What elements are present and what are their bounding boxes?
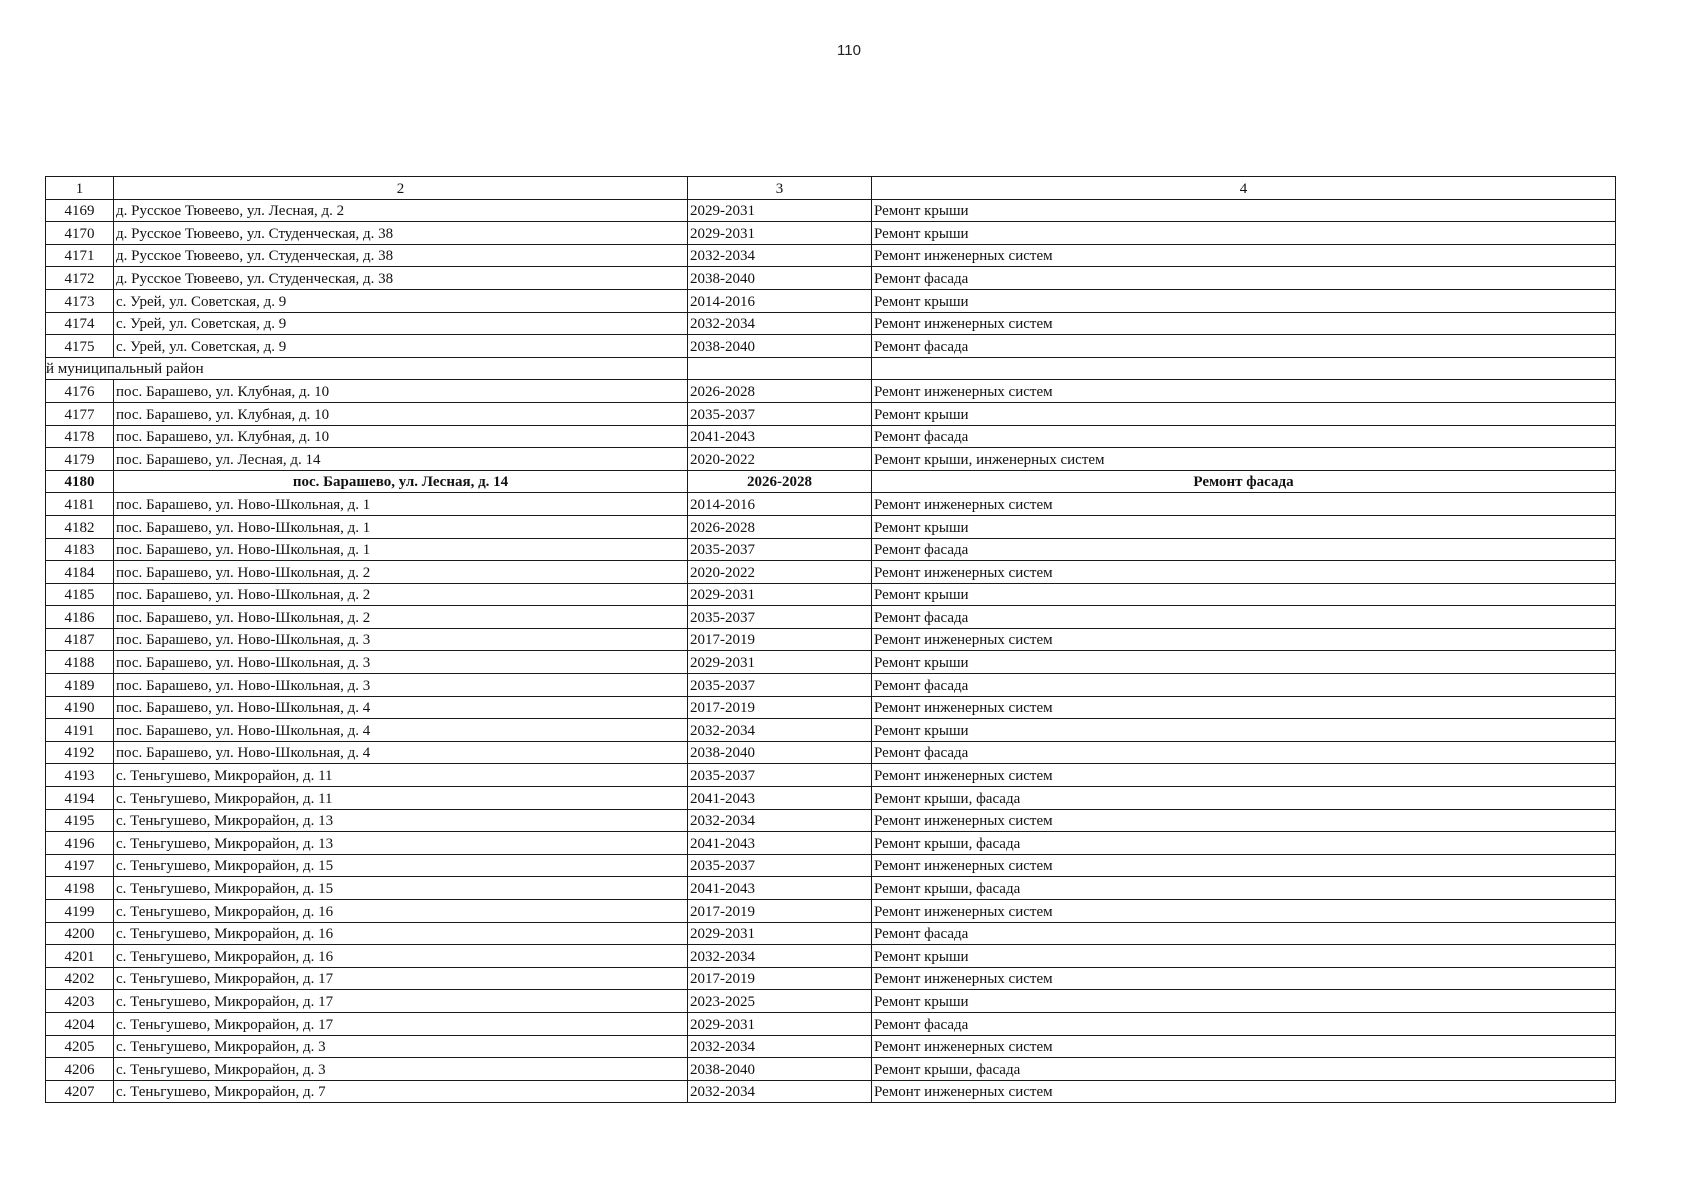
- cell-work: Ремонт крыши, фасада: [872, 832, 1616, 855]
- table-row: [46, 289, 1616, 312]
- cell-work: Ремонт фасада: [872, 425, 1616, 448]
- cell-work: Ремонт инженерных систем: [872, 380, 1616, 403]
- cell-num: 4171: [46, 244, 114, 267]
- cell-years: 2035-2037: [688, 402, 872, 425]
- section-label: й муниципальный район: [46, 357, 688, 380]
- cell-address: с. Урей, ул. Советская, д. 9: [114, 335, 688, 358]
- cell-num: 4182: [46, 515, 114, 538]
- table-row: [46, 945, 1616, 968]
- cell-years: 2038-2040: [688, 741, 872, 764]
- table-row: [46, 832, 1616, 855]
- cell-address: пос. Барашево, ул. Ново-Школьная, д. 1: [114, 493, 688, 516]
- table-row: [46, 651, 1616, 674]
- table-row: [46, 764, 1616, 787]
- cell-years: 2032-2034: [688, 244, 872, 267]
- cell-num: 4194: [46, 787, 114, 810]
- cell-address: пос. Барашево, ул. Ново-Школьная, д. 4: [114, 741, 688, 764]
- cell-years: 2035-2037: [688, 538, 872, 561]
- cell-years: 2035-2037: [688, 764, 872, 787]
- table-row: [46, 922, 1616, 945]
- cell-address: пос. Барашево, ул. Клубная, д. 10: [114, 380, 688, 403]
- cell-years: 2026-2028: [688, 470, 872, 493]
- table-row: [46, 380, 1616, 403]
- cell-num: 4191: [46, 719, 114, 742]
- cell-work: Ремонт фасада: [872, 267, 1616, 290]
- cell-num: 4203: [46, 990, 114, 1013]
- cell-address: с. Теньгушево, Микрорайон, д. 17: [114, 967, 688, 990]
- cell-address: с. Теньгушево, Микрорайон, д. 17: [114, 990, 688, 1013]
- cell-years: 2032-2034: [688, 809, 872, 832]
- cell-years: 2035-2037: [688, 854, 872, 877]
- cell-work: Ремонт крыши: [872, 515, 1616, 538]
- table-row: [46, 1035, 1616, 1058]
- cell-work: Ремонт крыши, фасада: [872, 787, 1616, 810]
- cell-work: Ремонт фасада: [872, 538, 1616, 561]
- cell-work: Ремонт инженерных систем: [872, 1080, 1616, 1103]
- cell-address: с. Теньгушево, Микрорайон, д. 13: [114, 809, 688, 832]
- table-row: [46, 402, 1616, 425]
- cell-address: пос. Барашево, ул. Ново-Школьная, д. 3: [114, 628, 688, 651]
- cell-years: 2017-2019: [688, 696, 872, 719]
- cell-work: Ремонт крыши: [872, 289, 1616, 312]
- cell-years: 2029-2031: [688, 922, 872, 945]
- cell-work: Ремонт крыши: [872, 583, 1616, 606]
- cell-num: 4183: [46, 538, 114, 561]
- table-row: [46, 990, 1616, 1013]
- cell-work: Ремонт крыши: [872, 719, 1616, 742]
- table-row: [46, 809, 1616, 832]
- cell-work: Ремонт фасада: [872, 1012, 1616, 1035]
- table-row: [46, 583, 1616, 606]
- cell-work: Ремонт крыши, инженерных систем: [872, 448, 1616, 471]
- cell-num: 4198: [46, 877, 114, 900]
- cell-years: 2035-2037: [688, 606, 872, 629]
- cell-work: Ремонт крыши: [872, 651, 1616, 674]
- table-row: [46, 854, 1616, 877]
- cell-address: д. Русское Тювеево, ул. Студенческая, д. 38: [114, 244, 688, 267]
- cell-num: 4205: [46, 1035, 114, 1058]
- cell-work: Ремонт крыши: [872, 990, 1616, 1013]
- cell-work: Ремонт крыши: [872, 945, 1616, 968]
- table-row: [46, 538, 1616, 561]
- cell-work: Ремонт инженерных систем: [872, 1035, 1616, 1058]
- cell-work: Ремонт фасада: [872, 606, 1616, 629]
- cell-num: 4199: [46, 900, 114, 923]
- cell-work: Ремонт инженерных систем: [872, 809, 1616, 832]
- cell-address: пос. Барашево, ул. Ново-Школьная, д. 3: [114, 651, 688, 674]
- cell-address: с. Урей, ул. Советская, д. 9: [114, 312, 688, 335]
- cell-num: 4175: [46, 335, 114, 358]
- cell-work: Ремонт инженерных систем: [872, 900, 1616, 923]
- table-row-bold: [46, 470, 1616, 493]
- table-row: [46, 515, 1616, 538]
- cell-work: Ремонт фасада: [872, 470, 1616, 493]
- cell-work: Ремонт фасада: [872, 741, 1616, 764]
- cell-address: д. Русское Тювеево, ул. Студенческая, д. 38: [114, 222, 688, 245]
- table-row: [46, 787, 1616, 810]
- cell-address: с. Теньгушево, Микрорайон, д. 16: [114, 945, 688, 968]
- cell-address: с. Теньгушево, Микрорайон, д. 3: [114, 1035, 688, 1058]
- table-row: [46, 222, 1616, 245]
- cell-num: 4187: [46, 628, 114, 651]
- cell-address: пос. Барашево, ул. Клубная, д. 10: [114, 425, 688, 448]
- cell-years: 2020-2022: [688, 448, 872, 471]
- cell-years: 2029-2031: [688, 199, 872, 222]
- cell-num: 4201: [46, 945, 114, 968]
- cell-address: с. Урей, ул. Советская, д. 9: [114, 289, 688, 312]
- header-col-3: 3: [688, 177, 872, 200]
- cell-address: с. Теньгушево, Микрорайон, д. 17: [114, 1012, 688, 1035]
- cell-work: Ремонт инженерных систем: [872, 967, 1616, 990]
- cell-num: 4178: [46, 425, 114, 448]
- cell-years: 2017-2019: [688, 967, 872, 990]
- cell-years: 2023-2025: [688, 990, 872, 1013]
- cell-years: 2026-2028: [688, 380, 872, 403]
- cell-num: 4197: [46, 854, 114, 877]
- cell-num: 4195: [46, 809, 114, 832]
- table-section: [46, 357, 1616, 380]
- cell-num: 4189: [46, 674, 114, 697]
- cell-num: 4188: [46, 651, 114, 674]
- cell-years: 2014-2016: [688, 289, 872, 312]
- cell-address: пос. Барашево, ул. Ново-Школьная, д. 2: [114, 606, 688, 629]
- table-row: [46, 493, 1616, 516]
- cell-years: 2032-2034: [688, 719, 872, 742]
- table-row: [46, 696, 1616, 719]
- cell-address: с. Теньгушево, Микрорайон, д. 15: [114, 854, 688, 877]
- table-row: [46, 877, 1616, 900]
- table-row: [46, 606, 1616, 629]
- cell-years: 2014-2016: [688, 493, 872, 516]
- cell-years: 2017-2019: [688, 628, 872, 651]
- cell-work: Ремонт фасада: [872, 674, 1616, 697]
- cell-address: с. Теньгушево, Микрорайон, д. 7: [114, 1080, 688, 1103]
- cell-num: 4207: [46, 1080, 114, 1103]
- cell-address: с. Теньгушево, Микрорайон, д. 11: [114, 764, 688, 787]
- cell-work: Ремонт инженерных систем: [872, 312, 1616, 335]
- cell-address: с. Теньгушево, Микрорайон, д. 16: [114, 900, 688, 923]
- cell-address: пос. Барашево, ул. Ново-Школьная, д. 4: [114, 696, 688, 719]
- cell-years: 2041-2043: [688, 877, 872, 900]
- table-row: [46, 628, 1616, 651]
- cell-years: 2041-2043: [688, 787, 872, 810]
- cell-address: пос. Барашево, ул. Ново-Школьная, д. 1: [114, 538, 688, 561]
- table-row: [46, 312, 1616, 335]
- cell-years: 2017-2019: [688, 900, 872, 923]
- cell-num: 4192: [46, 741, 114, 764]
- cell-num: 4179: [46, 448, 114, 471]
- cell-num: 4170: [46, 222, 114, 245]
- cell-address: с. Теньгушево, Микрорайон, д. 13: [114, 832, 688, 855]
- cell-years: 2029-2031: [688, 583, 872, 606]
- table-row: [46, 267, 1616, 290]
- table-row: [46, 335, 1616, 358]
- cell-address: пос. Барашево, ул. Ново-Школьная, д. 2: [114, 561, 688, 584]
- repair-schedule-table: [45, 176, 1616, 1103]
- cell-work: Ремонт крыши: [872, 222, 1616, 245]
- cell-address: пос. Барашево, ул. Ново-Школьная, д. 2: [114, 583, 688, 606]
- cell-num: 4169: [46, 199, 114, 222]
- cell-years: 2026-2028: [688, 515, 872, 538]
- cell-address: с. Теньгушево, Микрорайон, д. 3: [114, 1058, 688, 1081]
- cell-num: 4172: [46, 267, 114, 290]
- section-empty-cell: [688, 357, 872, 380]
- table-row: [46, 561, 1616, 584]
- cell-years: 2032-2034: [688, 1035, 872, 1058]
- cell-years: 2029-2031: [688, 651, 872, 674]
- table-row: [46, 448, 1616, 471]
- cell-num: 4206: [46, 1058, 114, 1081]
- cell-address: пос. Барашево, ул. Клубная, д. 10: [114, 402, 688, 425]
- cell-address: пос. Барашево, ул. Ново-Школьная, д. 3: [114, 674, 688, 697]
- cell-address: с. Теньгушево, Микрорайон, д. 11: [114, 787, 688, 810]
- cell-num: 4193: [46, 764, 114, 787]
- table-body-before: [46, 199, 1616, 357]
- section-empty-cell: [872, 357, 1616, 380]
- cell-num: 4204: [46, 1012, 114, 1035]
- table-row: [46, 244, 1616, 267]
- cell-work: Ремонт фасада: [872, 335, 1616, 358]
- cell-work: Ремонт инженерных систем: [872, 244, 1616, 267]
- cell-years: 2032-2034: [688, 945, 872, 968]
- cell-years: 2038-2040: [688, 335, 872, 358]
- cell-num: 4174: [46, 312, 114, 335]
- page-number: 110: [837, 42, 861, 59]
- table-row: [46, 1058, 1616, 1081]
- section-row: [46, 357, 1616, 380]
- cell-years: 2032-2034: [688, 312, 872, 335]
- table-row: [46, 1080, 1616, 1103]
- cell-work: Ремонт фасада: [872, 922, 1616, 945]
- cell-num: 4177: [46, 402, 114, 425]
- cell-num: 4181: [46, 493, 114, 516]
- cell-work: Ремонт инженерных систем: [872, 493, 1616, 516]
- cell-years: 2038-2040: [688, 1058, 872, 1081]
- cell-num: 4196: [46, 832, 114, 855]
- cell-work: Ремонт инженерных систем: [872, 764, 1616, 787]
- cell-num: 4185: [46, 583, 114, 606]
- cell-years: 2038-2040: [688, 267, 872, 290]
- cell-address: д. Русское Тювеево, ул. Студенческая, д. 38: [114, 267, 688, 290]
- table-row: [46, 900, 1616, 923]
- cell-num: 4200: [46, 922, 114, 945]
- cell-work: Ремонт инженерных систем: [872, 628, 1616, 651]
- table-bold-section: [46, 470, 1616, 493]
- cell-work: Ремонт крыши: [872, 402, 1616, 425]
- table-row: [46, 1012, 1616, 1035]
- header-col-4: 4: [872, 177, 1616, 200]
- cell-years: 2020-2022: [688, 561, 872, 584]
- table-header-row: [46, 177, 1616, 200]
- cell-address: пос. Барашево, ул. Лесная, д. 14: [114, 470, 688, 493]
- cell-work: Ремонт крыши, фасада: [872, 877, 1616, 900]
- table-row: [46, 199, 1616, 222]
- cell-work: Ремонт крыши: [872, 199, 1616, 222]
- header-col-1: 1: [46, 177, 114, 200]
- table-row: [46, 674, 1616, 697]
- cell-num: 4173: [46, 289, 114, 312]
- cell-num: 4190: [46, 696, 114, 719]
- table-row: [46, 425, 1616, 448]
- cell-years: 2041-2043: [688, 425, 872, 448]
- cell-num: 4202: [46, 967, 114, 990]
- cell-num: 4180: [46, 470, 114, 493]
- cell-work: Ремонт инженерных систем: [872, 561, 1616, 584]
- cell-num: 4176: [46, 380, 114, 403]
- table-row: [46, 967, 1616, 990]
- cell-years: 2035-2037: [688, 674, 872, 697]
- cell-years: 2041-2043: [688, 832, 872, 855]
- cell-years: 2032-2034: [688, 1080, 872, 1103]
- table-row: [46, 719, 1616, 742]
- cell-address: с. Теньгушево, Микрорайон, д. 16: [114, 922, 688, 945]
- cell-address: д. Русское Тювеево, ул. Лесная, д. 2: [114, 199, 688, 222]
- cell-address: пос. Барашево, ул. Ново-Школьная, д. 4: [114, 719, 688, 742]
- table-body-after: [46, 493, 1616, 1103]
- cell-work: Ремонт инженерных систем: [872, 854, 1616, 877]
- cell-address: пос. Барашево, ул. Лесная, д. 14: [114, 448, 688, 471]
- cell-years: 2029-2031: [688, 1012, 872, 1035]
- cell-work: Ремонт крыши, фасада: [872, 1058, 1616, 1081]
- cell-address: с. Теньгушево, Микрорайон, д. 15: [114, 877, 688, 900]
- cell-years: 2029-2031: [688, 222, 872, 245]
- cell-work: Ремонт инженерных систем: [872, 696, 1616, 719]
- cell-address: пос. Барашево, ул. Ново-Школьная, д. 1: [114, 515, 688, 538]
- table-row: [46, 741, 1616, 764]
- cell-num: 4186: [46, 606, 114, 629]
- cell-num: 4184: [46, 561, 114, 584]
- table-body-mid: [46, 380, 1616, 470]
- header-col-2: 2: [114, 177, 688, 200]
